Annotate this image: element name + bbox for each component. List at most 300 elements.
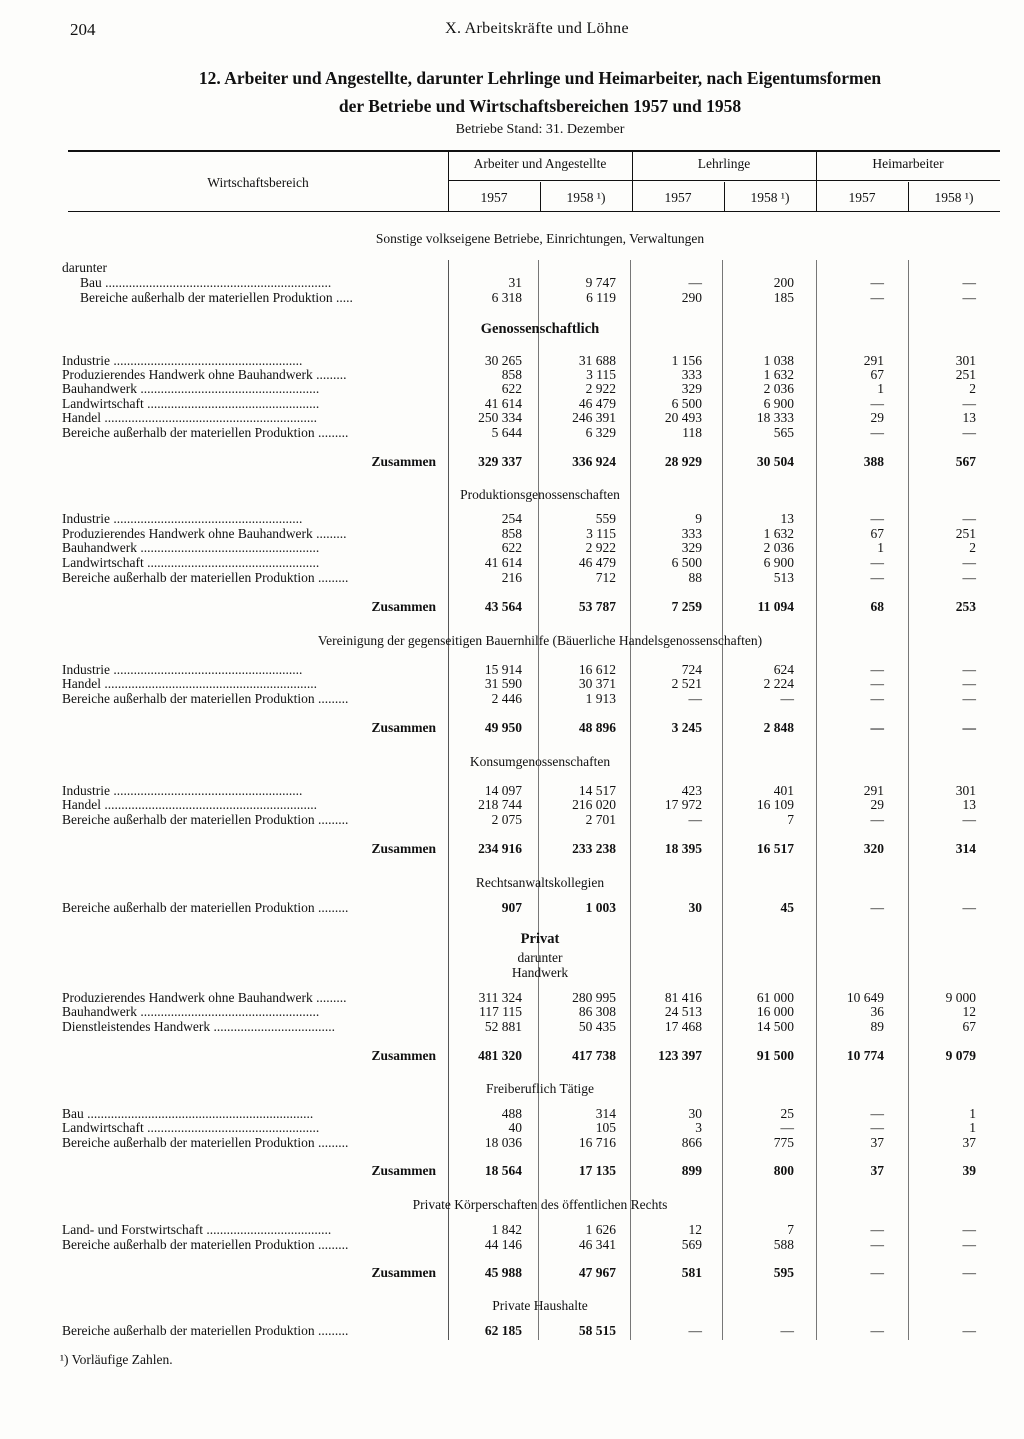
cell: 61 000 [756,990,794,1005]
cell: 36 [870,1004,884,1019]
cell: 624 [773,662,794,677]
cell: 15 914 [484,662,522,677]
cell: 24 513 [664,1004,702,1019]
cell: 91 500 [756,1048,794,1063]
cell: 2 [969,381,976,396]
row-label: Bauhandwerk ..................................................... [62,540,320,555]
section-heading: Privat [520,931,560,947]
cell: 622 [501,540,522,555]
cell: — [870,1120,884,1135]
cell: 117 115 [479,1004,522,1019]
table-row [0,570,1024,585]
cell: 17 468 [664,1019,702,1034]
cell: 37 [962,1135,976,1150]
cell: 7 [787,1222,794,1237]
cell: 2 922 [585,540,616,555]
cell: 290 [681,290,702,305]
table-row [0,260,1024,275]
cell: 569 [681,1237,702,1252]
cell: 14 500 [756,1019,794,1034]
cell: 1 [969,1106,976,1121]
table-row [0,1237,1024,1252]
cell: — [870,691,884,706]
cell: 30 265 [484,353,522,368]
cell: 417 738 [572,1048,616,1063]
cell: 18 395 [664,841,702,856]
row-label: Industrie ........................................................ [62,353,303,368]
table-row [0,511,1024,526]
cell: 41 614 [484,555,522,570]
table-row [0,900,1024,915]
cell: 423 [681,783,702,798]
section-heading: Konsumgenossenschaften [469,754,611,769]
cell: 89 [870,1019,884,1034]
cell: — [870,1237,884,1252]
table-row [0,1106,1024,1121]
cell: 1 038 [763,353,794,368]
row-label: Bereiche außerhalb der materiellen Produktion ......... [62,691,349,706]
cell: 333 [681,367,702,382]
cell: 9 079 [945,1048,976,1063]
row-label: Handel ............................................................... [62,676,317,691]
cell: — [870,676,884,691]
cell: — [962,290,976,305]
cell: — [688,275,702,290]
row-label: Landwirtschaft ................................................... [62,1120,320,1135]
table-row [0,275,1024,290]
cell: 46 479 [578,555,616,570]
row-label: Bereiche außerhalb der materiellen Produktion ......... [62,425,349,440]
row-label: Bereiche außerhalb der materiellen Produktion ......... [62,1237,349,1252]
cell: 31 590 [484,676,522,691]
header-group-rule [448,180,1000,181]
section-heading: Sonstige volkseigene Betriebe, Einrichtungen, Verwaltungen [375,231,705,246]
cell: 14 097 [484,783,522,798]
cell: — [962,1265,976,1280]
cell: — [870,662,884,677]
cell: 513 [773,570,794,585]
footnote: ¹) Vorläufige Zahlen. [60,1352,173,1367]
cell: 9 000 [945,990,976,1005]
cell: 48 896 [578,720,616,735]
cell: 6 318 [491,290,522,305]
cell: — [870,1323,884,1338]
cell: — [870,1265,884,1280]
section-heading: Produktionsgenossenschaften [460,487,620,502]
cell: — [870,555,884,570]
cell: — [688,1323,702,1338]
cell: 45 988 [484,1265,522,1280]
table-row [0,783,1024,798]
cell: 2 [969,540,976,555]
cell: 581 [681,1265,702,1280]
cell: 30 [688,900,702,915]
table-top-rule [68,150,1000,152]
cell: 899 [681,1163,702,1178]
cell: 233 238 [572,841,616,856]
row-label: Zusammen [371,1163,436,1178]
section-heading: Vereinigung der gegenseitigen Bauernhilfe (Bäuerliche Handelsgenossenschaften) [317,633,763,648]
section-heading: Rechtsanwaltskollegien [475,875,605,890]
cell: 1 [877,540,884,555]
cell: 301 [955,353,976,368]
table-row [0,797,1024,812]
cell: 12 [688,1222,702,1237]
cell: 39 [962,1163,976,1178]
row-label: Bau ................................................................... [80,275,332,290]
cell: 1 156 [671,353,702,368]
cell: 25 [780,1106,794,1121]
cell: 43 564 [484,599,522,614]
header-bottom-rule [68,211,1000,212]
cell: 40 [508,1120,522,1135]
cell: 30 504 [756,454,794,469]
cell: — [962,812,976,827]
cell: 58 515 [578,1323,616,1338]
cell: 234 916 [478,841,522,856]
table-row [0,425,1024,440]
cell: 253 [955,599,976,614]
cell: 31 688 [578,353,616,368]
cell: 17 972 [664,797,702,812]
cell: 5 644 [491,425,522,440]
cell: — [870,1222,884,1237]
cell: 1 913 [585,691,616,706]
cell: — [870,720,884,735]
cell: 291 [863,783,884,798]
cell: 118 [682,425,702,440]
cell: 6 500 [671,396,702,411]
cell: 246 391 [572,410,616,425]
row-label: Bau ................................................................... [62,1106,314,1121]
cell: 13 [962,410,976,425]
cell: — [870,570,884,585]
cell: — [780,1323,794,1338]
row-label: Zusammen [371,720,436,735]
table-row [0,676,1024,691]
table-row [0,555,1024,570]
header-year: 1958 ¹) [566,190,606,205]
cell: 311 324 [478,990,522,1005]
cell: 88 [688,570,702,585]
cell: 336 924 [572,454,616,469]
table-row [0,1019,1024,1034]
cell: 2 036 [763,540,794,555]
cell: 62 185 [484,1323,522,1338]
cell: 67 [870,367,884,382]
table-row [0,990,1024,1005]
cell: 9 747 [585,275,616,290]
cell: 46 479 [578,396,616,411]
cell: 41 614 [484,396,522,411]
cell: 50 435 [578,1019,616,1034]
row-label: Industrie ........................................................ [62,783,303,798]
cell: 31 [508,275,522,290]
cell: 595 [773,1265,794,1280]
section-heading: Freiberuflich Tätige [485,1081,595,1096]
header-group-homeworkers: Heimarbeiter [872,156,944,171]
row-label: Handel ............................................................... [62,797,317,812]
cell: 105 [595,1120,616,1135]
row-label: Landwirtschaft ................................................... [62,555,320,570]
cell: 1 842 [491,1222,522,1237]
row-label: Bereiche außerhalb der materiellen Produktion ......... [62,570,349,585]
section-heading: Private Körperschaften des öffentlichen Rechts [412,1197,668,1212]
table-row [0,410,1024,425]
cell: 1 003 [585,900,616,915]
row-label: Produzierendes Handwerk ohne Bauhandwerk ......... [62,526,347,541]
cell: 622 [501,381,522,396]
cell: — [962,275,976,290]
cell: — [780,691,794,706]
cell: 200 [773,275,794,290]
cell: — [870,812,884,827]
cell: 216 [501,570,522,585]
cell: — [780,1120,794,1135]
cell: 401 [773,783,794,798]
row-label: Zusammen [371,599,436,614]
header-year: 1957 [664,190,692,205]
row-label: Bereiche außerhalb der materiellen Produktion ..... [80,290,353,305]
cell: 588 [773,1237,794,1252]
cell: 216 020 [572,797,616,812]
cell: — [962,691,976,706]
cell: — [962,720,976,735]
cell: 3 [695,1120,702,1135]
page-number: 204 [70,20,96,39]
row-label: Zusammen [371,454,436,469]
cell: 251 [955,367,976,382]
cell: 251 [955,526,976,541]
row-label: Bereiche außerhalb der materiellen Produktion ......... [62,812,349,827]
row-label: Zusammen [371,1265,436,1280]
cell: — [962,900,976,915]
cell: 123 397 [658,1048,702,1063]
header-year: 1957 [480,190,508,205]
table-subtitle: Betriebe Stand: 31. Dezember [455,122,625,137]
cell: 2 075 [491,812,522,827]
cell: 314 [955,841,976,856]
cell: — [870,275,884,290]
cell: 17 135 [578,1163,616,1178]
table-row [0,1004,1024,1019]
cell: 866 [681,1135,702,1150]
cell: 16 612 [578,662,616,677]
section-subheading: Handwerk [511,965,569,980]
cell: 47 967 [578,1265,616,1280]
row-label: Bereiche außerhalb der materiellen Produktion ......... [62,1135,349,1150]
cell: 16 716 [578,1135,616,1150]
table-row [0,662,1024,677]
cell: 329 [681,540,702,555]
cell: — [962,570,976,585]
cell: 81 416 [664,990,702,1005]
cell: 18 333 [756,410,794,425]
cell: — [962,396,976,411]
cell: 29 [870,410,884,425]
row-label: Bereiche außerhalb der materiellen Produktion ......... [62,900,349,915]
cell: 12 [962,1004,976,1019]
cell: 6 900 [763,555,794,570]
cell: 14 517 [578,783,616,798]
running-head: X. Arbeitskräfte und Löhne [445,20,629,37]
cell: 329 [681,381,702,396]
row-label: Bauhandwerk ..................................................... [62,381,320,396]
table-row [0,396,1024,411]
cell: 67 [962,1019,976,1034]
header-group-apprentices: Lehrlinge [697,156,751,171]
header-group-workers: Arbeiter und Angestellte [473,156,607,171]
cell: 254 [501,511,522,526]
row-label: Dienstleistendes Handwerk .................................... [62,1019,335,1034]
cell: 291 [863,353,884,368]
cell: 20 493 [664,410,702,425]
cell: 30 371 [578,676,616,691]
cell: 67 [870,526,884,541]
cell: 11 094 [757,599,794,614]
table-row [0,1135,1024,1150]
cell: 45 [780,900,794,915]
cell: — [962,511,976,526]
total-row [0,1265,1024,1280]
cell: — [870,396,884,411]
header-year: 1958 ¹) [934,190,974,205]
cell: 185 [773,290,794,305]
cell: 218 744 [478,797,522,812]
cell: 567 [955,454,976,469]
cell: 9 [695,511,702,526]
cell: 6 329 [585,425,616,440]
cell: 52 881 [484,1019,522,1034]
cell: 488 [501,1106,522,1121]
cell: 2 848 [763,720,794,735]
header-row-label: Wirtschaftsbereich [207,175,309,190]
table-row [0,526,1024,541]
cell: 46 341 [578,1237,616,1252]
cell: 314 [595,1106,616,1121]
cell: — [962,1323,976,1338]
table-row [0,812,1024,827]
cell: 333 [681,526,702,541]
cell: — [962,1222,976,1237]
cell: 712 [595,570,616,585]
cell: — [870,511,884,526]
cell: 1 632 [763,526,794,541]
table-row [0,353,1024,368]
row-label: Landwirtschaft ................................................... [62,396,320,411]
table-title-line-2: der Betriebe und Wirtschaftsbereichen 1957 und 1958 [338,96,742,116]
cell: — [962,676,976,691]
cell: — [870,1106,884,1121]
total-row [0,1048,1024,1063]
row-label: Industrie ........................................................ [62,662,303,677]
table-row [0,381,1024,396]
cell: 907 [501,900,522,915]
cell: 2 922 [585,381,616,396]
cell: 30 [688,1106,702,1121]
cell: 775 [773,1135,794,1150]
cell: 280 995 [572,990,616,1005]
row-label: Produzierendes Handwerk ohne Bauhandwerk ......... [62,367,347,382]
cell: — [688,691,702,706]
cell: 18 564 [484,1163,522,1178]
cell: 16 517 [756,841,794,856]
cell: — [962,1237,976,1252]
total-row [0,599,1024,614]
cell: 858 [501,526,522,541]
cell: 559 [595,511,616,526]
cell: 7 [787,812,794,827]
table-row [0,1323,1024,1338]
table-row [0,1222,1024,1237]
table-title-line-1: 12. Arbeiter und Angestellte, darunter Lehrlinge und Heimarbeiter, nach Eigentumsformen [198,68,882,88]
table-title [60,64,1020,120]
cell: 7 259 [671,599,702,614]
cell: 3 245 [671,720,702,735]
cell: 44 146 [484,1237,522,1252]
cell: 2 446 [491,691,522,706]
cell: 1 626 [585,1222,616,1237]
cell: 16 109 [756,797,794,812]
header-year: 1958 ¹) [750,190,790,205]
cell: 565 [773,425,794,440]
cell: — [688,812,702,827]
section-heading: Private Haushalte [492,1298,588,1313]
cell: 388 [863,454,884,469]
row-label: darunter [62,260,107,275]
row-label: Handel ............................................................... [62,410,317,425]
cell: 1 [877,381,884,396]
cell: 37 [870,1163,884,1178]
cell: 68 [870,599,884,614]
cell: 2 521 [671,676,702,691]
cell: 29 [870,797,884,812]
cell: 13 [780,511,794,526]
total-row [0,720,1024,735]
row-label: Zusammen [371,841,436,856]
cell: 2 036 [763,381,794,396]
row-label: Land- und Forstwirtschaft ..................................... [62,1222,332,1237]
cell: 3 115 [586,367,616,382]
cell: 724 [681,662,702,677]
cell: 250 334 [478,410,522,425]
cell: — [962,425,976,440]
cell: 3 115 [586,526,616,541]
cell: 10 649 [846,990,884,1005]
cell: 1 632 [763,367,794,382]
header-year: 1957 [848,190,876,205]
cell: 86 308 [578,1004,616,1019]
cell: 28 929 [664,454,702,469]
cell: 2 701 [585,812,616,827]
cell: — [870,425,884,440]
cell: 301 [955,783,976,798]
cell: 481 320 [478,1048,522,1063]
table-row [0,367,1024,382]
cell: 49 950 [484,720,522,735]
cell: 53 787 [578,599,616,614]
cell: 858 [501,367,522,382]
cell: 6 500 [671,555,702,570]
table-row [0,540,1024,555]
table-row [0,290,1024,305]
cell: 18 036 [484,1135,522,1150]
table-row [0,691,1024,706]
row-label: Bereiche außerhalb der materiellen Produktion ......... [62,1323,349,1338]
cell: 329 337 [478,454,522,469]
cell: 13 [962,797,976,812]
table-row [0,1120,1024,1135]
